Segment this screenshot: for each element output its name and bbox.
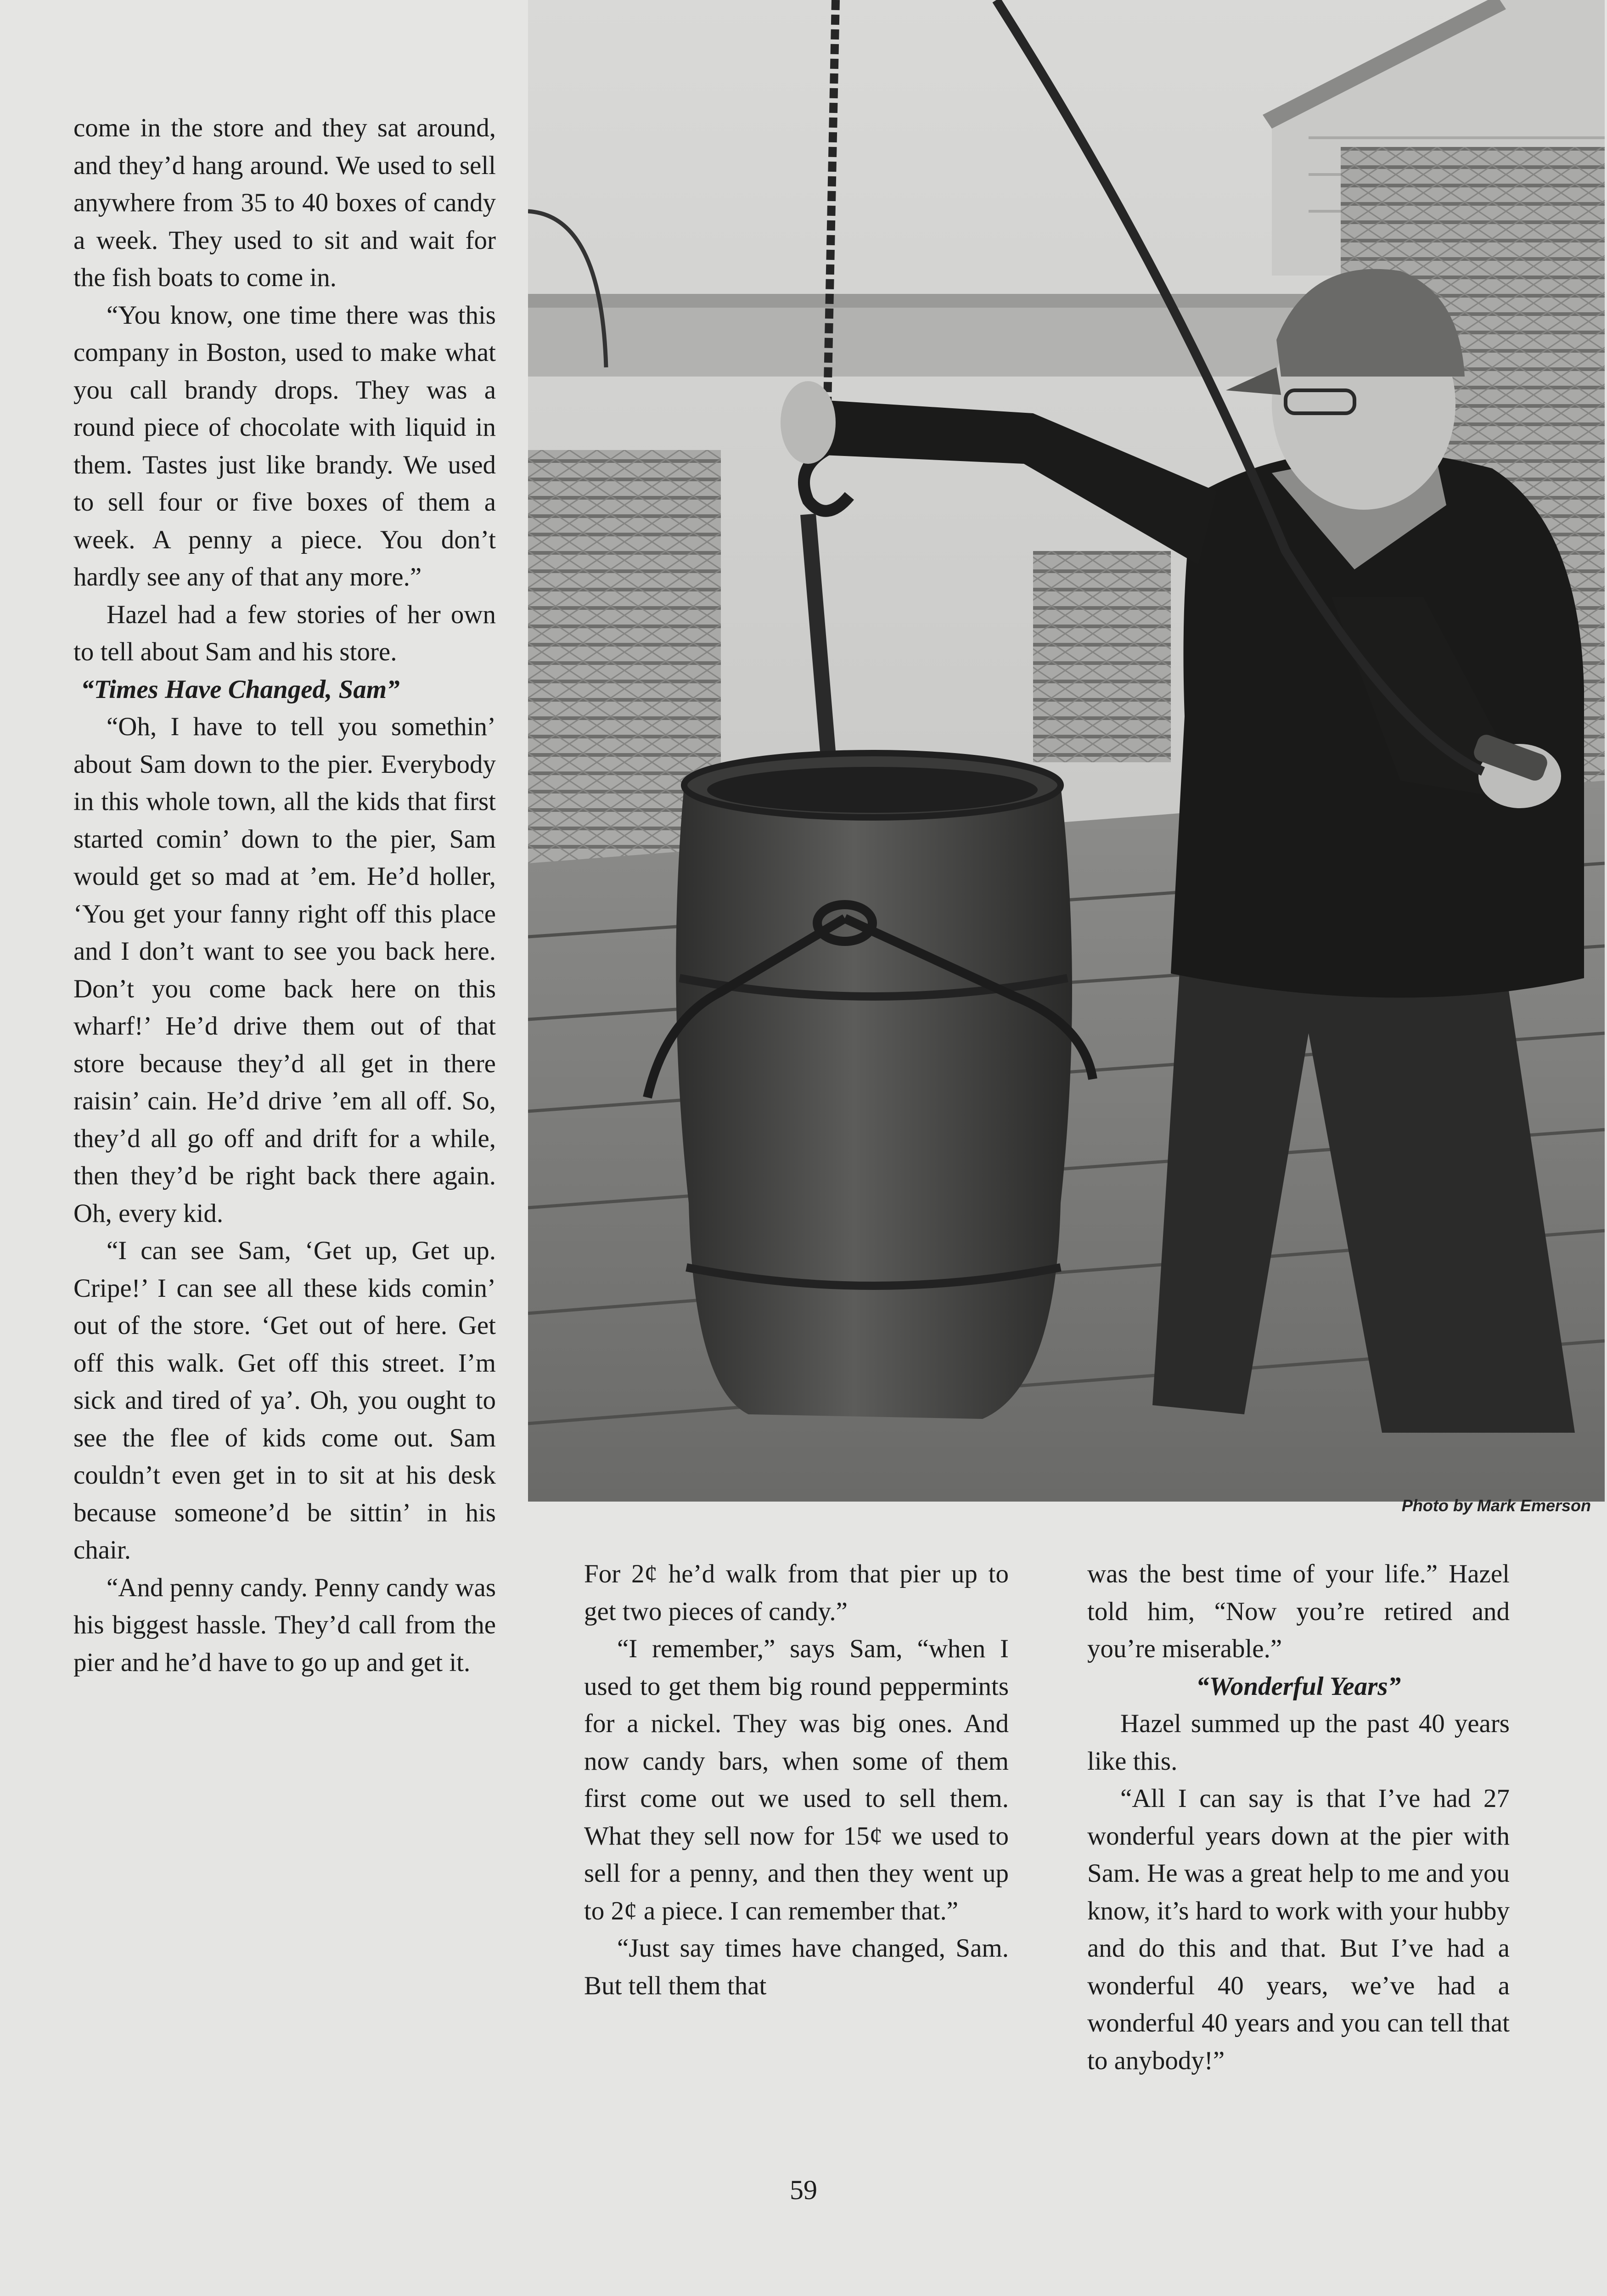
section-heading: “Wonderful Years”: [1196, 1671, 1401, 1701]
paragraph: “Oh, I have to tell you somethin’ about Sam down to the pier. Everybody in this whole town, all the kids that first started comin’ down to the pier, Sam would get so mad at ’em. He’d holler, ‘You get your fanny right off this place and I don’t want to see you back here. Don’t you come back here on this wharf!’ He’d drive them out of that store because they’d all get in there raisin’ cain. He’d drive ’em all off. So, they’d all go off and drift for a while, then they’d be right back there again. Oh, every kid.: [73, 712, 496, 1228]
paragraph: “All I can say is that I’ve had 27 wonderful years down at the pier with Sam. He was a great help to me and you know, it’s hard to work with your hubby and do this and that. But I’ve had a wonderful 40 years, we’ve had a wonderful 40 years and you can tell that to anybody!”: [1087, 1784, 1510, 2075]
paragraph: “I can see Sam, ‘Get up, Get up. Cripe!’ I can see all these kids comin’ out of the store. ‘Get out of here. Get off this walk. Get off this street. I’m sick and tired of ya’. Oh, you ought to see the flee of kids come out. Sam couldn’t even get in to sit at his desk because someone’d be sittin’ in his chair.: [73, 1236, 496, 1564]
paragraph: come in the store and they sat around, and they’d hang around. We used to sell anywhere from 35 to 40 boxes of candy a week. They used to sit and wait for the fish boats to come in.: [73, 113, 496, 292]
article-column-1: [73, 109, 496, 1681]
paragraph: “I remember,” says Sam, “when I used to get them big round peppermints for a nickel. They was big ones. And now candy bars, when some of them first come out we used to sell them. What they sell now for 15¢ we used to sell for a penny, and then they went up to 2¢ a piece. I can remember that.”: [584, 1634, 1009, 1925]
paragraph: For 2¢ he’d walk from that pier up to get two pieces of candy.”: [584, 1559, 1009, 1626]
section-heading: “Times Have Changed, Sam”: [81, 675, 400, 704]
paragraph: “You know, one time there was this company in Boston, used to make what you call brandy drops. They was a round piece of chocolate with liquid in them. Tastes just like brandy. We used to sell four or five boxes of them a week. A penny a piece. You don’t hardly see any of that any more.”: [73, 300, 496, 591]
paragraph: “And penny candy. Penny candy was his biggest hassle. They’d call from the pier and he’d have to go up and get it.: [73, 1573, 496, 1677]
photo-man-lifting-barrel: [528, 0, 1605, 1502]
paragraph: Hazel summed up the past 40 years like this.: [1087, 1709, 1510, 1776]
photo-credit: Photo by Mark Emerson: [1401, 1496, 1591, 1515]
page-number: 59: [790, 2175, 817, 2205]
paragraph: was the best time of your life.” Hazel told him, “Now you’re retired and you’re miserable.”: [1087, 1559, 1510, 1663]
article-column-3: [1087, 1555, 1510, 2079]
paragraph: Hazel had a few stories of her own to tell about Sam and his store.: [73, 600, 496, 666]
paragraph: “Just say times have changed, Sam. But tell them that: [584, 1934, 1009, 2000]
article-column-2: [584, 1555, 1009, 2004]
